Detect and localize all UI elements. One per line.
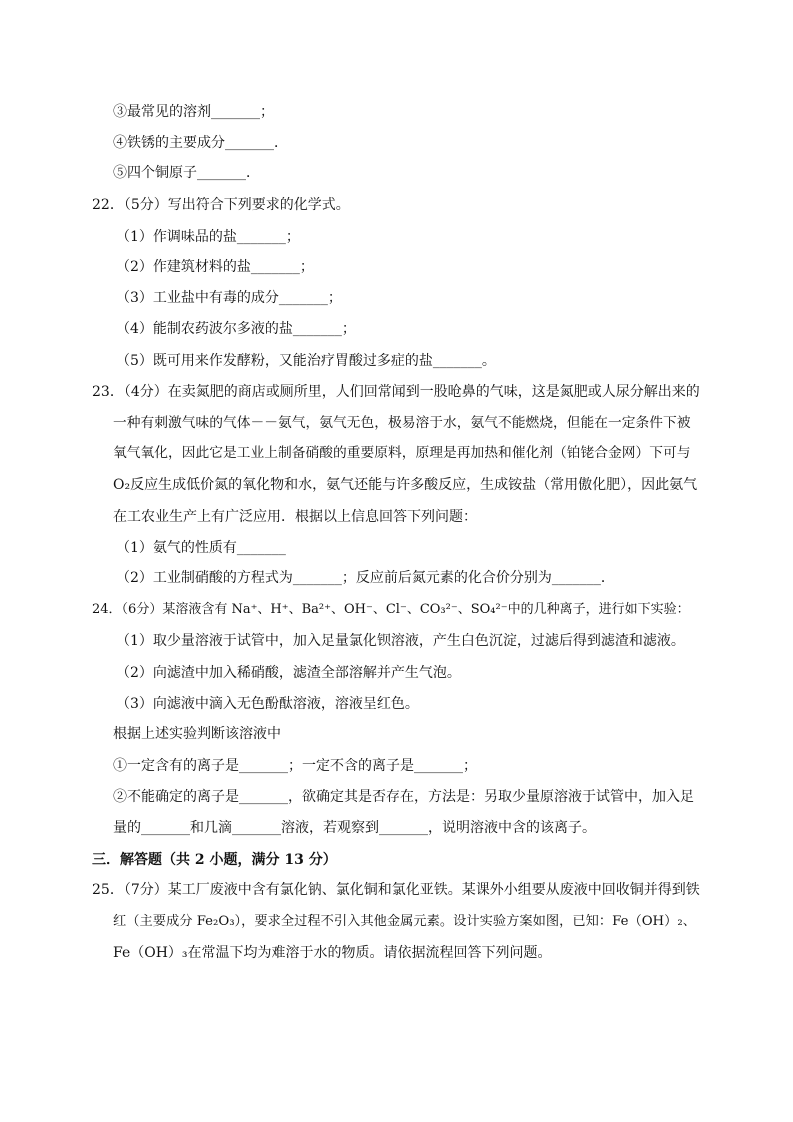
q23-line: 一种有刺激气味的气体－－氨气，氨气无色，极易溶于水，氨气不能燃烧，但能在一定条件下被 — [113, 415, 691, 431]
q24-item: （2）向滤渣中加入稀硝酸，滤渣全部溶解并产生气泡。 — [116, 665, 461, 681]
q23-item: （1）氨气的性质有_______ — [116, 540, 286, 556]
q24-conclusion: 根据上述实验判断该溶液中 — [113, 726, 281, 742]
section-heading: 三．解答题（共 2 小题，满分 13 分） — [92, 852, 337, 868]
q21-item-5: ⑤四个铜原子_______． — [113, 165, 260, 181]
q25-line: Fe（OH）₃在常温下均为难溶于水的物质。请依据流程回答下列问题。 — [113, 945, 552, 961]
q24-item: （3）向滤液中滴入无色酚酞溶液，溶液呈红色。 — [116, 696, 419, 712]
q24-conclusion-2b: 量的_______和几滴_______溶液，若观察到_______，说明溶液中含的该离子。 — [113, 820, 596, 836]
q23-line: 氧气氧化，因此它是工业上制备硝酸的重要原料，原理是再加热和催化剂（铂铑合金网）下可与 — [113, 445, 691, 461]
q24-conclusion-2a: ②不能确定的离子是_______，欲确定其是否存在，方法是：另取少量原溶液于试管中，加入足 — [113, 789, 694, 805]
q24-stem: 24．（6分）某溶液含有 Na⁺、H⁺、Ba²⁺、OH⁻、Cl⁻、CO₃²⁻、SO₄²⁻中的几种离子，进行如下实验： — [92, 602, 690, 617]
q23-line: O₂反应生成低价氮的氧化物和水，氨气还能与许多酸反应，生成铵盐（常用傲化肥），因此氨气 — [113, 477, 698, 493]
q23-line: 23．（4分）在卖氮肥的商店或厕所里，人们回常闻到一股呛鼻的气味，这是氮肥或人尿分解出来的 — [92, 384, 700, 400]
q21-item-3: ③最常见的溶剂_______； — [113, 104, 274, 120]
q22-item: （3）工业盐中有毒的成分_______； — [116, 290, 342, 306]
q23-line: 在工农业生产上有广泛应用．根据以上信息回答下列问题： — [113, 509, 477, 525]
q22-item: （4）能制农药波尔多液的盐_______； — [116, 321, 356, 337]
q22-item: （1）作调味品的盐_______； — [116, 229, 300, 245]
q24-item: （1）取少量溶液于试管中，加入足量氯化钡溶液，产生白色沉淀，过滤后得到滤渣和滤液。 — [116, 633, 685, 649]
q21-item-4: ④铁锈的主要成分_______． — [113, 135, 288, 151]
q25-line: 红（主要成分 Fe₂O₃），要求全过程不引入其他金属元素。设计实验方案如图，已知：Fe（OH）₂、 — [113, 914, 696, 929]
q22-stem: 22．（5分）写出符合下列要求的化学式。 — [92, 197, 350, 213]
q22-item: （5）既可用来作发酵粉，又能治疗胃酸过多症的盐_______。 — [116, 353, 496, 369]
q22-item: （2）作建筑材料的盐_______； — [116, 259, 314, 275]
q25-line: 25．（7分）某工厂废液中含有氯化钠、氯化铜和氯化亚铁。某课外小组要从废液中回收铜并得到铁 — [92, 882, 700, 898]
q24-conclusion-1: ①一定含有的离子是_______；一定不含的离子是_______； — [113, 758, 477, 774]
q23-item: （2）工业制硝酸的方程式为_______；反应前后氮元素的化合价分别为_______． — [116, 570, 615, 586]
